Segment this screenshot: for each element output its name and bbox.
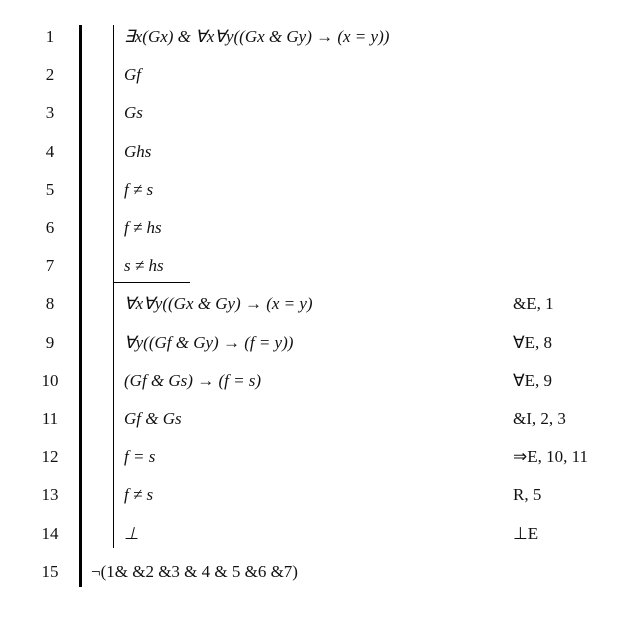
line-number: 13 bbox=[41, 485, 59, 505]
proof-line bbox=[0, 18, 626, 56]
formula: f ≠ s bbox=[124, 179, 154, 199]
proof-line bbox=[0, 56, 626, 94]
formula: Gs bbox=[124, 103, 143, 123]
proof-line bbox=[0, 209, 626, 247]
formula: ¬(1& &2 &3 & 4 & 5 &6 &7) bbox=[91, 561, 298, 581]
formula: (Gf & Gs) → (f = s) bbox=[124, 370, 262, 390]
proof-line bbox=[0, 171, 626, 209]
proof-line bbox=[0, 362, 626, 400]
line-number: 11 bbox=[41, 409, 59, 428]
proof-line bbox=[0, 515, 626, 553]
line-number: 3 bbox=[45, 103, 55, 123]
formula: Gf bbox=[124, 65, 141, 85]
formula: s ≠ hs bbox=[124, 256, 164, 276]
proof-line bbox=[0, 324, 626, 362]
formula: f = s bbox=[124, 447, 156, 467]
proof-line bbox=[0, 133, 626, 171]
justification: ∀E, 8 bbox=[513, 332, 553, 352]
proof-line bbox=[0, 285, 626, 323]
line-number: 1 bbox=[45, 27, 55, 46]
line-number: 7 bbox=[45, 256, 55, 276]
line-number: 8 bbox=[45, 294, 55, 314]
justification: R, 5 bbox=[513, 485, 542, 505]
formula: ∃x(Gx) & ∀x∀y((Gx & Gy) → (x = y)) bbox=[124, 27, 390, 46]
justification: &E, 1 bbox=[513, 294, 554, 314]
formula: ∀y((Gf & Gy) → (f = y)) bbox=[124, 332, 294, 352]
line-number: 5 bbox=[45, 179, 55, 199]
formula: Ghs bbox=[124, 141, 152, 161]
proof-line bbox=[0, 400, 626, 438]
line-number: 12 bbox=[41, 447, 59, 467]
justification: ⇒E, 10, 11 bbox=[513, 447, 588, 467]
formula: ⊥ bbox=[124, 523, 139, 543]
formula: f ≠ hs bbox=[124, 218, 162, 237]
proof-line bbox=[0, 438, 626, 476]
proof-line bbox=[0, 553, 626, 591]
formula: f ≠ s bbox=[124, 485, 154, 505]
proof-line bbox=[0, 94, 626, 132]
proof-line bbox=[0, 476, 626, 514]
line-number: 15 bbox=[41, 561, 59, 581]
line-number: 9 bbox=[45, 332, 55, 352]
justification: &I, 2, 3 bbox=[513, 409, 566, 428]
formula: ∀x∀y((Gx & Gy) → (x = y) bbox=[124, 294, 313, 314]
formula: Gf & Gs bbox=[124, 409, 182, 428]
justification: ⊥E bbox=[513, 523, 539, 543]
justification: ∀E, 9 bbox=[513, 370, 553, 390]
line-number: 6 bbox=[45, 218, 55, 237]
proof-line bbox=[0, 247, 626, 285]
line-number: 14 bbox=[41, 523, 59, 543]
line-number: 4 bbox=[45, 141, 55, 161]
line-number: 2 bbox=[45, 65, 55, 85]
line-number: 10 bbox=[41, 370, 59, 390]
